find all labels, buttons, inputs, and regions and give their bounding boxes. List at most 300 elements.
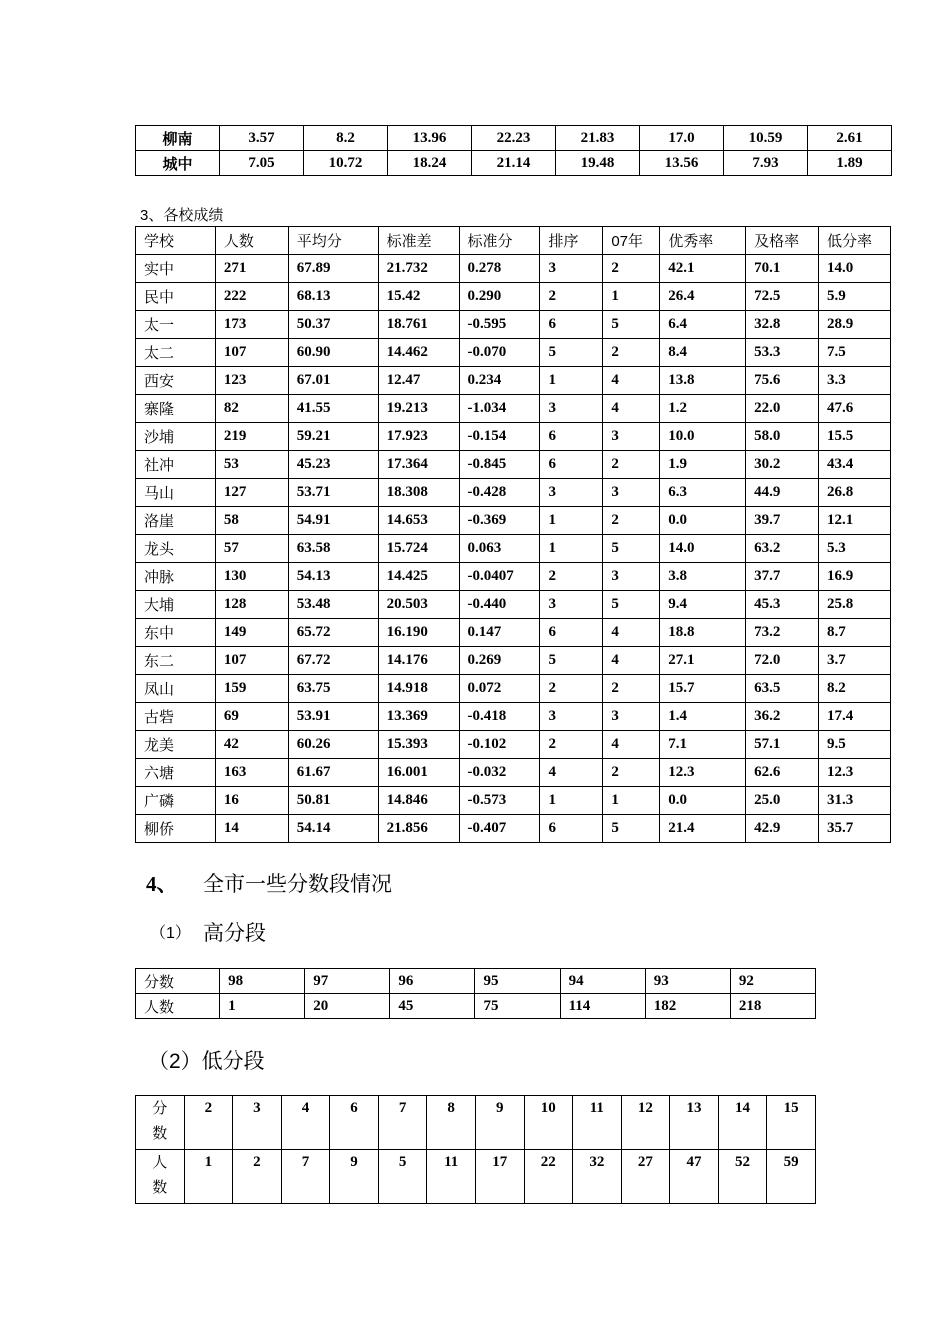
table-cell: 6	[540, 311, 603, 339]
table-cell: -0.428	[459, 479, 540, 507]
count-cell: 32	[573, 1150, 622, 1204]
table-cell: -0.154	[459, 423, 540, 451]
table-cell: 0.234	[459, 367, 540, 395]
table-cell: 2	[603, 255, 660, 283]
table-cell: 3.57	[220, 126, 304, 151]
table-cell: 13.56	[640, 151, 724, 176]
school-name-cell: 龙头	[136, 535, 216, 563]
table-cell: 63.5	[746, 675, 819, 703]
table-cell: 2	[603, 759, 660, 787]
column-header: 低分率	[819, 227, 891, 255]
count-row	[136, 994, 816, 1019]
row-label: 人数	[136, 994, 220, 1019]
table-cell: 14.176	[378, 647, 459, 675]
count-cell: 182	[645, 994, 730, 1019]
table-cell: 0.072	[459, 675, 540, 703]
table-cell: 2	[540, 675, 603, 703]
table-cell: 53.3	[746, 339, 819, 367]
table-cell: 1.89	[808, 151, 892, 176]
table-cell: 73.2	[746, 619, 819, 647]
count-cell: 5	[378, 1150, 427, 1204]
table-cell: 22.0	[746, 395, 819, 423]
table-cell: 13.369	[378, 703, 459, 731]
count-cell: 218	[730, 994, 815, 1019]
table-cell: 128	[215, 591, 288, 619]
table-cell: 30.2	[746, 451, 819, 479]
table-cell: -0.573	[459, 787, 540, 815]
count-cell: 47	[670, 1150, 719, 1204]
table-cell: 107	[215, 339, 288, 367]
table-cell: 2.61	[808, 126, 892, 151]
table-cell: 14.0	[660, 535, 746, 563]
table-cell: 4	[603, 367, 660, 395]
table-cell: 58	[215, 507, 288, 535]
table-row	[136, 339, 891, 367]
table-cell: 67.01	[288, 367, 378, 395]
table-cell: 3	[603, 563, 660, 591]
table-cell: 3.7	[819, 647, 891, 675]
table-cell: 75.6	[746, 367, 819, 395]
table-cell: 14.653	[378, 507, 459, 535]
table-cell: 6	[540, 451, 603, 479]
table-cell: 41.55	[288, 395, 378, 423]
table-cell: 2	[603, 451, 660, 479]
table-row	[136, 367, 891, 395]
table-cell: 15.393	[378, 731, 459, 759]
score-cell: 4	[281, 1096, 330, 1150]
table-cell: 0.269	[459, 647, 540, 675]
table-cell: 10.59	[724, 126, 808, 151]
school-name-cell: 柳侨	[136, 815, 216, 843]
table-cell: 3	[540, 395, 603, 423]
table-cell: 82	[215, 395, 288, 423]
score-cell: 12	[621, 1096, 670, 1150]
table-cell: 36.2	[746, 703, 819, 731]
table-cell: 14.846	[378, 787, 459, 815]
column-header: 及格率	[746, 227, 819, 255]
table-cell: 45.23	[288, 451, 378, 479]
table-cell: 17.364	[378, 451, 459, 479]
table-cell: 22.23	[472, 126, 556, 151]
table-cell: 42.1	[660, 255, 746, 283]
count-cell: 59	[767, 1150, 816, 1204]
score-cell: 15	[767, 1096, 816, 1150]
table-cell: 5	[603, 591, 660, 619]
count-cell: 2	[233, 1150, 282, 1204]
table-row	[136, 126, 892, 151]
table-cell: 2	[603, 675, 660, 703]
score-cell: 97	[305, 969, 390, 994]
table-cell: 3	[540, 591, 603, 619]
school-name-cell: 大埔	[136, 591, 216, 619]
table-cell: 7.5	[819, 339, 891, 367]
school-name-cell: 西安	[136, 367, 216, 395]
table-cell: -0.845	[459, 451, 540, 479]
table-cell: 8.2	[819, 675, 891, 703]
table-cell: 12.47	[378, 367, 459, 395]
table-cell: 3	[603, 703, 660, 731]
school-name-cell: 太一	[136, 311, 216, 339]
table-cell: 10.72	[304, 151, 388, 176]
score-cell: 9	[475, 1096, 524, 1150]
table-cell: 57.1	[746, 731, 819, 759]
table-cell: 1	[540, 367, 603, 395]
score-cell: 98	[220, 969, 305, 994]
table-cell: 7.1	[660, 731, 746, 759]
high-score-table	[135, 968, 816, 1019]
table-cell: 6.3	[660, 479, 746, 507]
table-cell: 26.8	[819, 479, 891, 507]
table-cell: 60.26	[288, 731, 378, 759]
table-cell: 9.5	[819, 731, 891, 759]
table-cell: 13.96	[388, 126, 472, 151]
count-cell: 114	[560, 994, 645, 1019]
table-cell: 59.21	[288, 423, 378, 451]
table-cell: 54.13	[288, 563, 378, 591]
table-cell: -0.418	[459, 703, 540, 731]
table-cell: 68.13	[288, 283, 378, 311]
table-cell: 39.7	[746, 507, 819, 535]
table-row	[136, 507, 891, 535]
table-cell: 17.923	[378, 423, 459, 451]
table-cell: 42	[215, 731, 288, 759]
table-row	[136, 647, 891, 675]
table-cell: -0.369	[459, 507, 540, 535]
table-cell: 58.0	[746, 423, 819, 451]
school-name-cell: 沙埔	[136, 423, 216, 451]
table-cell: 6	[540, 619, 603, 647]
table-row	[136, 311, 891, 339]
table-cell: 54.91	[288, 507, 378, 535]
table-cell: 63.2	[746, 535, 819, 563]
table-cell: 28.9	[819, 311, 891, 339]
column-header: 平均分	[288, 227, 378, 255]
table-cell: 8.2	[304, 126, 388, 151]
table-cell: 72.0	[746, 647, 819, 675]
table-cell: 6	[540, 423, 603, 451]
score-cell: 3	[233, 1096, 282, 1150]
table-cell: 5	[603, 311, 660, 339]
table-cell: 3	[603, 479, 660, 507]
table-cell: 1	[540, 787, 603, 815]
table-row	[136, 703, 891, 731]
table-cell: 65.72	[288, 619, 378, 647]
table-cell: 63.58	[288, 535, 378, 563]
table-cell: 0.0	[660, 507, 746, 535]
table-cell: 14.425	[378, 563, 459, 591]
table-cell: 5.3	[819, 535, 891, 563]
school-name-cell: 太二	[136, 339, 216, 367]
table-row	[136, 151, 892, 176]
table-cell: 25.0	[746, 787, 819, 815]
count-cell: 11	[427, 1150, 476, 1204]
column-header: 标准差	[378, 227, 459, 255]
table-cell: 2	[540, 283, 603, 311]
table-row	[136, 591, 891, 619]
score-cell: 8	[427, 1096, 476, 1150]
table-cell: 42.9	[746, 815, 819, 843]
count-cell: 1	[184, 1150, 233, 1204]
table-cell: 12.3	[819, 759, 891, 787]
table-cell: 1.4	[660, 703, 746, 731]
table-cell: 21.732	[378, 255, 459, 283]
count-cell: 17	[475, 1150, 524, 1204]
score-cell: 11	[573, 1096, 622, 1150]
table-cell: 17.0	[640, 126, 724, 151]
table-cell: 15.5	[819, 423, 891, 451]
table-cell: 173	[215, 311, 288, 339]
school-name-cell: 龙美	[136, 731, 216, 759]
count-cell: 52	[718, 1150, 767, 1204]
table-row	[136, 255, 891, 283]
table-row	[136, 815, 891, 843]
score-cell: 2	[184, 1096, 233, 1150]
table-cell: 10.0	[660, 423, 746, 451]
table-cell: 9.4	[660, 591, 746, 619]
table-cell: 3	[540, 255, 603, 283]
table-cell: 21.14	[472, 151, 556, 176]
table-cell: -0.440	[459, 591, 540, 619]
table-cell: 14	[215, 815, 288, 843]
table-cell: 18.8	[660, 619, 746, 647]
table-cell: -0.595	[459, 311, 540, 339]
subsection-2-title: （2）低分段	[148, 1050, 265, 1073]
table-row	[136, 535, 891, 563]
table-cell: 69	[215, 703, 288, 731]
table-cell: 67.89	[288, 255, 378, 283]
table-cell: 15.42	[378, 283, 459, 311]
row-label: 人 数	[136, 1150, 185, 1204]
table-row	[136, 731, 891, 759]
table-cell: 13.8	[660, 367, 746, 395]
table-cell: 53.48	[288, 591, 378, 619]
column-header: 标准分	[459, 227, 540, 255]
score-cell: 14	[718, 1096, 767, 1150]
table-cell: 1	[540, 507, 603, 535]
column-header: 07年	[603, 227, 660, 255]
table-cell: 35.7	[819, 815, 891, 843]
table-cell: 45.3	[746, 591, 819, 619]
subsection-1-title: 高分段	[203, 922, 266, 945]
table-cell: 50.81	[288, 787, 378, 815]
table-row	[136, 479, 891, 507]
table-cell: 5	[603, 815, 660, 843]
school-name-cell: 古砦	[136, 703, 216, 731]
table-cell: 5	[540, 339, 603, 367]
table-row	[136, 563, 891, 591]
table-cell: 6.4	[660, 311, 746, 339]
table-cell: 8.4	[660, 339, 746, 367]
school-name-cell: 东中	[136, 619, 216, 647]
table-cell: 16.190	[378, 619, 459, 647]
table-cell: 1	[603, 283, 660, 311]
table-cell: 19.48	[556, 151, 640, 176]
table-cell: 14.0	[819, 255, 891, 283]
table-cell: 127	[215, 479, 288, 507]
region-score-table	[135, 125, 892, 176]
table-row	[136, 423, 891, 451]
table-row	[136, 675, 891, 703]
section-4-title: 全市一些分数段情况	[203, 873, 392, 896]
table-cell: 12.3	[660, 759, 746, 787]
score-cell: 7	[378, 1096, 427, 1150]
school-name-cell: 广磷	[136, 787, 216, 815]
column-header: 优秀率	[660, 227, 746, 255]
score-cell: 95	[475, 969, 560, 994]
region-name-cell: 城中	[136, 151, 220, 176]
table-cell: 2	[603, 507, 660, 535]
section-3-title: 3、各校成绩	[140, 207, 224, 224]
low-score-table	[135, 1095, 816, 1204]
table-cell: 14.462	[378, 339, 459, 367]
score-cell: 6	[330, 1096, 379, 1150]
school-name-cell: 民中	[136, 283, 216, 311]
table-cell: 3	[540, 479, 603, 507]
table-cell: 0.290	[459, 283, 540, 311]
table-cell: -0.0407	[459, 563, 540, 591]
column-header: 排序	[540, 227, 603, 255]
school-name-cell: 六塘	[136, 759, 216, 787]
count-cell: 20	[305, 994, 390, 1019]
score-cell: 94	[560, 969, 645, 994]
table-cell: 1	[540, 535, 603, 563]
table-cell: 159	[215, 675, 288, 703]
table-cell: 3.8	[660, 563, 746, 591]
school-name-cell: 实中	[136, 255, 216, 283]
table-cell: 3	[540, 703, 603, 731]
table-cell: 163	[215, 759, 288, 787]
table-cell: 0.063	[459, 535, 540, 563]
school-name-cell: 东二	[136, 647, 216, 675]
table-cell: 149	[215, 619, 288, 647]
count-cell: 1	[220, 994, 305, 1019]
table-cell: 21.856	[378, 815, 459, 843]
table-cell: 219	[215, 423, 288, 451]
table-cell: 8.7	[819, 619, 891, 647]
school-name-cell: 冲脉	[136, 563, 216, 591]
table-cell: 60.90	[288, 339, 378, 367]
table-cell: 7.93	[724, 151, 808, 176]
table-cell: 21.4	[660, 815, 746, 843]
table-cell: 0.147	[459, 619, 540, 647]
table-row	[136, 619, 891, 647]
table-cell: 4	[603, 395, 660, 423]
section-4-number: 4、	[146, 872, 178, 896]
school-name-cell: 社冲	[136, 451, 216, 479]
score-row	[136, 1096, 816, 1150]
score-cell: 13	[670, 1096, 719, 1150]
table-cell: 2	[603, 339, 660, 367]
table-cell: 2	[540, 563, 603, 591]
score-cell: 92	[730, 969, 815, 994]
row-label: 分数	[136, 969, 220, 994]
table-cell: 0.278	[459, 255, 540, 283]
table-cell: 54.14	[288, 815, 378, 843]
table-cell: 15.7	[660, 675, 746, 703]
table-cell: 5	[540, 647, 603, 675]
count-row	[136, 1150, 816, 1204]
table-cell: 5	[603, 535, 660, 563]
table-cell: 63.75	[288, 675, 378, 703]
table-cell: 4	[603, 619, 660, 647]
table-row	[136, 759, 891, 787]
table-cell: 26.4	[660, 283, 746, 311]
school-score-table	[135, 226, 891, 843]
table-cell: 53	[215, 451, 288, 479]
table-cell: 5.9	[819, 283, 891, 311]
table-cell: -1.034	[459, 395, 540, 423]
school-name-cell: 洛崖	[136, 507, 216, 535]
subsection-1-number: （1）	[150, 925, 191, 942]
table-cell: 4	[540, 759, 603, 787]
table-cell: 123	[215, 367, 288, 395]
table-cell: -0.032	[459, 759, 540, 787]
table-cell: 4	[603, 647, 660, 675]
count-cell: 22	[524, 1150, 573, 1204]
table-cell: 16	[215, 787, 288, 815]
table-cell: 44.9	[746, 479, 819, 507]
table-cell: 32.8	[746, 311, 819, 339]
row-label: 分 数	[136, 1096, 185, 1150]
table-cell: 6	[540, 815, 603, 843]
table-cell: 16.001	[378, 759, 459, 787]
score-row	[136, 969, 816, 994]
table-cell: 14.918	[378, 675, 459, 703]
table-cell: 50.37	[288, 311, 378, 339]
table-cell: 25.8	[819, 591, 891, 619]
school-name-cell: 凤山	[136, 675, 216, 703]
table-cell: 37.7	[746, 563, 819, 591]
column-header: 人数	[215, 227, 288, 255]
table-cell: 0.0	[660, 787, 746, 815]
table-cell: -0.102	[459, 731, 540, 759]
table-cell: 20.503	[378, 591, 459, 619]
table-cell: 19.213	[378, 395, 459, 423]
count-cell: 27	[621, 1150, 670, 1204]
table-cell: 1.9	[660, 451, 746, 479]
score-cell: 10	[524, 1096, 573, 1150]
table-cell: 222	[215, 283, 288, 311]
table-cell: 4	[603, 731, 660, 759]
table-cell: 12.1	[819, 507, 891, 535]
table-cell: 18.308	[378, 479, 459, 507]
count-cell: 75	[475, 994, 560, 1019]
table-header-row	[136, 227, 891, 255]
table-cell: 2	[540, 731, 603, 759]
table-cell: 70.1	[746, 255, 819, 283]
table-cell: 67.72	[288, 647, 378, 675]
table-cell: 17.4	[819, 703, 891, 731]
table-cell: 43.4	[819, 451, 891, 479]
table-cell: 47.6	[819, 395, 891, 423]
region-name-cell: 柳南	[136, 126, 220, 151]
count-cell: 45	[390, 994, 475, 1019]
table-cell: 3	[603, 423, 660, 451]
count-cell: 9	[330, 1150, 379, 1204]
table-cell: 16.9	[819, 563, 891, 591]
table-cell: 72.5	[746, 283, 819, 311]
column-header: 学校	[136, 227, 216, 255]
table-cell: 27.1	[660, 647, 746, 675]
table-cell: 18.761	[378, 311, 459, 339]
table-cell: 53.71	[288, 479, 378, 507]
table-row	[136, 451, 891, 479]
table-cell: 271	[215, 255, 288, 283]
table-cell: 1	[603, 787, 660, 815]
table-cell: 57	[215, 535, 288, 563]
table-cell: 18.24	[388, 151, 472, 176]
table-row	[136, 787, 891, 815]
